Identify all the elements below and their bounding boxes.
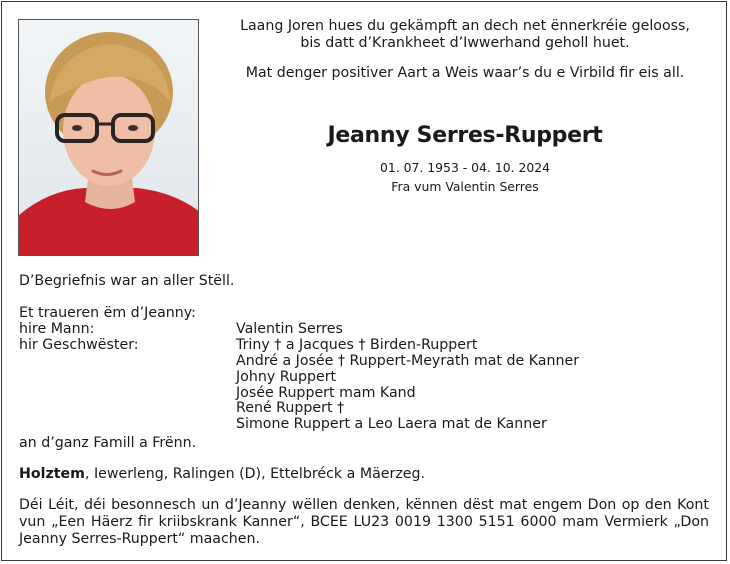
sibling-item: Simone Ruppert a Leo Laera mat de Kanner bbox=[236, 416, 547, 432]
sibling-item: André a Josée † Ruppert-Meyrath mat de Kanner bbox=[236, 353, 580, 369]
mourners-outro: an d’ganz Famill a Frënn. bbox=[19, 435, 197, 451]
husband-name: Valentin Serres bbox=[236, 321, 343, 337]
places-bold: Holztem bbox=[19, 466, 85, 482]
life-dates: 01. 07. 1953 - 04. 10. 2024 bbox=[380, 160, 550, 175]
mourners-intro: Et traueren ëm d’Jeanny: bbox=[19, 305, 196, 321]
deceased-name: Jeanny Serres-Ruppert bbox=[327, 123, 603, 148]
spouse-line: Fra vum Valentin Serres bbox=[391, 179, 539, 194]
places-line bbox=[19, 466, 425, 482]
sibling-item: René Ruppert † bbox=[236, 400, 345, 416]
siblings-label: hir Geschwëster: bbox=[19, 337, 139, 353]
donation-paragraph: Déi Léit, déi besonnesch un d’Jeanny wëllen denken, kënnen dëst mat engem Don op den Kont vun „Een Häerz fir kriibskrank Kanner“, BCEE LU23 0019 1300 5151 6000 mam Vermierk „Don Jeanny Serres-Ruppert“ maachen. bbox=[19, 497, 709, 547]
sibling-item: Triny † a Jacques † Birden-Ruppert bbox=[236, 337, 478, 353]
poem-line-3: Mat denger positiver Aart a Weis waar’s du e Virbild fir eis all. bbox=[245, 65, 685, 81]
husband-label: hire Mann: bbox=[19, 321, 95, 337]
portrait-photo bbox=[18, 19, 199, 256]
places-rest: , Iewerleng, Ralingen (D), Ettelbréck a Mäerzeg. bbox=[84, 466, 426, 482]
sibling-item: Josée Ruppert mam Kand bbox=[236, 385, 416, 401]
funeral-note: D’Begriefnis war an aller Stëll. bbox=[19, 273, 235, 289]
poem-line-1: Laang Joren hues du gekämpft an dech net ënnerkréie gelooss, bbox=[240, 18, 690, 34]
poem-line-2: bis datt d’Krankheet d’Iwwerhand geholl huet. bbox=[300, 35, 630, 51]
sibling-item: Johny Ruppert bbox=[236, 369, 337, 385]
